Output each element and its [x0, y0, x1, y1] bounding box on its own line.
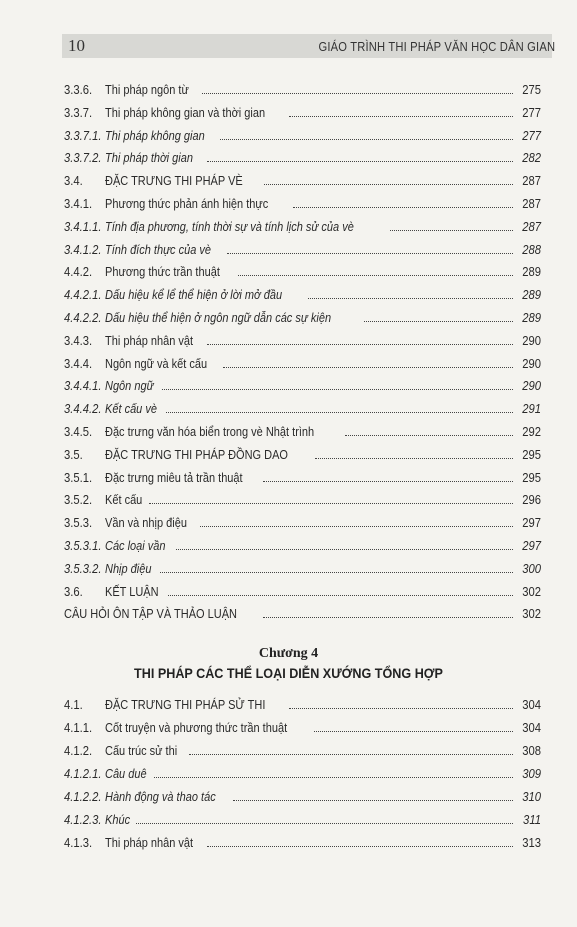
toc-entry-page: 291	[522, 402, 541, 417]
toc-entry-page: 290	[522, 333, 541, 348]
toc-dot-leader	[263, 480, 513, 482]
toc-dot-leader	[220, 138, 513, 140]
toc-entry-title: Khúc	[105, 813, 131, 827]
toc-entry	[64, 513, 541, 531]
toc-entry	[64, 445, 541, 463]
toc-entry-page: 308	[522, 744, 541, 758]
toc-entry	[64, 240, 541, 258]
toc-entry-title: Kết cấu	[105, 493, 143, 508]
toc-entry	[64, 787, 541, 805]
chapter-title: THI PHÁP CÁC THỂ LOẠI DIỄN XƯỚNG TỔNG HỢP	[134, 665, 443, 681]
toc-entry-page: 313	[522, 836, 541, 850]
toc-entry-title: Thi pháp không gian	[105, 128, 205, 143]
toc-entry-title: ĐẶC TRƯNG THI PHÁP ĐỒNG DAO	[105, 447, 288, 462]
toc-dot-leader	[293, 206, 513, 208]
toc-entry-number: 4.1.2.2.	[64, 790, 102, 804]
toc-entry	[64, 582, 541, 600]
toc-entry-number: 4.4.2.2.	[64, 311, 102, 325]
toc-entry-number: 3.4.4.2.	[64, 402, 102, 417]
toc-entry-page: 295	[522, 447, 541, 462]
toc-entry-title: Phương thức phản ánh hiện thực	[105, 197, 269, 211]
toc-dot-leader	[136, 822, 514, 824]
toc-entry-number: 3.4.4.1.	[64, 379, 102, 394]
toc-entry	[64, 810, 541, 828]
toc-entry-title: Ngôn ngữ và kết cấu	[105, 356, 208, 371]
toc-entry-number: 4.1.1.	[64, 721, 93, 735]
toc-entry	[64, 536, 541, 554]
toc-entry-title: Thi pháp nhân vật	[105, 333, 194, 348]
toc-dot-leader	[162, 388, 513, 390]
toc-entry	[64, 331, 541, 349]
toc-dot-leader	[238, 274, 513, 276]
toc-dot-leader	[207, 845, 513, 847]
toc-dot-leader	[289, 707, 513, 709]
toc-entry-title: Tính đích thực của vè	[105, 242, 212, 257]
toc-entry-title: Đặc trưng miêu tả trần thuật	[105, 470, 243, 485]
toc-entry-page: 300	[522, 561, 541, 576]
toc-entry	[64, 376, 541, 394]
toc-entry-number: 3.5.2.	[64, 493, 93, 508]
toc-entry-page: 295	[522, 470, 541, 485]
toc-entry-page: 282	[522, 151, 541, 166]
toc-entry-title: Thi pháp không gian và thời gian	[105, 105, 266, 120]
toc-dot-leader	[308, 297, 513, 299]
toc-entry-page: 297	[522, 539, 541, 553]
toc-entry-number: 4.1.2.1.	[64, 767, 102, 781]
toc-entry-page: 310	[522, 790, 541, 804]
toc-entry	[64, 764, 541, 782]
toc-dot-leader	[200, 525, 513, 527]
toc-entry-page: 275	[522, 83, 541, 97]
toc-dot-leader	[390, 229, 513, 231]
toc-entry-title: KẾT LUẬN	[105, 584, 159, 599]
toc-entry-page: 309	[522, 767, 541, 781]
toc-dot-leader	[189, 753, 513, 755]
toc-entry	[64, 604, 541, 622]
toc-entry	[64, 399, 541, 417]
toc-entry-title: Vần và nhịp điệu	[105, 516, 187, 531]
toc-entry-title: Kết cấu vè	[105, 402, 157, 417]
toc-entry-number: 3.4.1.1.	[64, 219, 102, 234]
toc-entry-page: 289	[522, 311, 541, 325]
toc-entry-title: Thi pháp thời gian	[105, 151, 193, 166]
toc-entry-number: 4.1.	[64, 698, 83, 712]
toc-entry-title: Dấu hiệu thể hiện ở ngôn ngữ dẫn các sự kiện	[105, 311, 332, 325]
toc-dot-leader	[289, 115, 513, 117]
toc-dot-leader	[168, 594, 513, 596]
toc-entry	[64, 422, 541, 440]
toc-entry-title: Ngôn ngữ	[105, 379, 154, 394]
toc-entry	[64, 695, 541, 713]
toc-entry	[64, 490, 541, 508]
toc-entry-title: Hành động và thao tác	[105, 790, 216, 804]
toc-entry-number: 3.3.7.	[64, 105, 93, 120]
toc-entry-page: 302	[522, 584, 541, 599]
toc-entry	[64, 833, 541, 851]
toc-entry-number: 3.4.1.2.	[64, 242, 102, 257]
toc-dot-leader	[315, 457, 513, 459]
toc-entry	[64, 354, 541, 372]
toc-dot-leader	[314, 730, 513, 732]
toc-dot-leader	[345, 434, 513, 436]
toc-entry-title: Đặc trưng văn hóa biển trong vè Nhật trình	[105, 425, 315, 439]
toc-entry-number: 3.4.	[64, 174, 83, 189]
toc-entry-number: 3.3.6.	[64, 83, 93, 97]
toc-dot-leader	[160, 571, 513, 573]
toc-dot-leader	[223, 366, 513, 368]
toc-entry-title: Câu duê	[105, 767, 147, 781]
toc-entry-page: 304	[522, 698, 541, 712]
toc-entry	[64, 285, 541, 303]
toc-dot-leader	[202, 92, 513, 94]
toc-entry-number: 3.5.1.	[64, 470, 93, 485]
toc-entry-title: ĐẶC TRƯNG THI PHÁP VÈ	[105, 174, 243, 189]
toc-entry-number: 4.4.2.	[64, 265, 93, 280]
toc-dot-leader	[176, 548, 513, 550]
running-title: GIÁO TRÌNH THI PHÁP VĂN HỌC DÂN GIAN	[318, 39, 555, 54]
toc-entry-page: 277	[522, 105, 541, 120]
toc-entry-title: Cấu trúc sử thi	[105, 744, 178, 758]
toc-entry-number: 4.4.2.1.	[64, 288, 102, 303]
toc-dot-leader	[364, 320, 513, 322]
toc-entry-page: 290	[522, 379, 541, 394]
toc-entry	[64, 80, 541, 98]
toc-entry-page: 288	[522, 242, 541, 257]
toc-entry-title: Nhịp điệu	[105, 561, 152, 576]
toc-entry-number: 3.5.3.	[64, 516, 93, 531]
toc-entry-title: ĐẶC TRƯNG THI PHÁP SỬ THI	[105, 698, 266, 712]
toc-entry-page: 289	[522, 288, 541, 303]
toc-entry-number: 3.4.1.	[64, 197, 93, 211]
toc-entry-number: 3.3.7.1.	[64, 128, 102, 143]
toc-entry-number: 3.4.4.	[64, 356, 93, 371]
toc-dot-leader	[154, 776, 513, 778]
toc-entry-number: 4.1.3.	[64, 836, 93, 850]
toc-entry-number: 3.5.3.2.	[64, 561, 102, 576]
toc-entry-title: Cốt truyện và phương thức trần thuật	[105, 721, 288, 735]
toc-entry-page: 297	[522, 516, 541, 531]
chapter-label: Chương 4	[258, 646, 319, 661]
toc-entry-page: 289	[522, 265, 541, 280]
toc-dot-leader	[166, 411, 513, 413]
toc-entry-page: 292	[522, 425, 541, 439]
toc-entry	[64, 718, 541, 736]
toc-entry	[64, 217, 541, 235]
toc-dot-leader	[263, 616, 513, 618]
toc-entry-title: Phương thức trần thuật	[105, 265, 220, 280]
toc-dot-leader	[233, 799, 513, 801]
toc-entry-page: 296	[522, 493, 541, 508]
toc-entry-title: Thi pháp nhân vật	[105, 836, 194, 850]
toc-entry-page: 311	[523, 813, 541, 827]
toc-entry-title: Tính địa phương, tính thời sự và tính lịch sử của vè	[105, 219, 354, 234]
toc-entry-page: 287	[522, 197, 541, 211]
toc-dot-leader	[227, 252, 513, 254]
toc-entry-number: 4.1.2.3.	[64, 813, 102, 827]
toc-entry-title: CÂU HỎI ÔN TẬP VÀ THẢO LUẬN	[64, 607, 237, 622]
toc-entry-number: 3.4.5.	[64, 425, 93, 439]
toc-dot-leader	[207, 160, 513, 162]
toc-entry	[64, 308, 541, 326]
toc-entry-number: 3.5.	[64, 447, 83, 462]
toc-dot-leader	[207, 343, 513, 345]
toc-entry	[64, 148, 541, 166]
toc-entry-number: 3.3.7.2.	[64, 151, 102, 166]
toc-entry	[64, 194, 541, 212]
toc-entry	[64, 559, 541, 577]
toc-entry-page: 277	[522, 128, 541, 143]
toc-entry-title: Dấu hiệu kể lể thể hiện ở lời mở đầu	[105, 288, 283, 303]
toc-entry	[64, 126, 541, 144]
toc-entry	[64, 262, 541, 280]
page-number: 10	[68, 36, 85, 55]
toc-entry-page: 287	[522, 219, 541, 234]
toc-entry-page: 290	[522, 356, 541, 371]
toc-entry	[64, 103, 541, 121]
toc-entry-number: 3.5.3.1.	[64, 539, 102, 553]
toc-entry-number: 3.4.3.	[64, 333, 93, 348]
toc-entry-page: 287	[522, 174, 541, 189]
toc-entry-number: 3.6.	[64, 584, 83, 599]
toc-entry	[64, 468, 541, 486]
toc-dot-leader	[149, 502, 513, 504]
toc-entry-number: 4.1.2.	[64, 744, 93, 758]
toc-dot-leader	[264, 183, 513, 185]
toc-entry-page: 304	[522, 721, 541, 735]
toc-entry	[64, 741, 541, 759]
toc-entry	[64, 171, 541, 189]
toc-entry-title: Thi pháp ngôn từ	[105, 83, 189, 97]
toc-entry-title: Các loại vần	[105, 539, 166, 553]
toc-entry-page: 302	[522, 607, 541, 622]
